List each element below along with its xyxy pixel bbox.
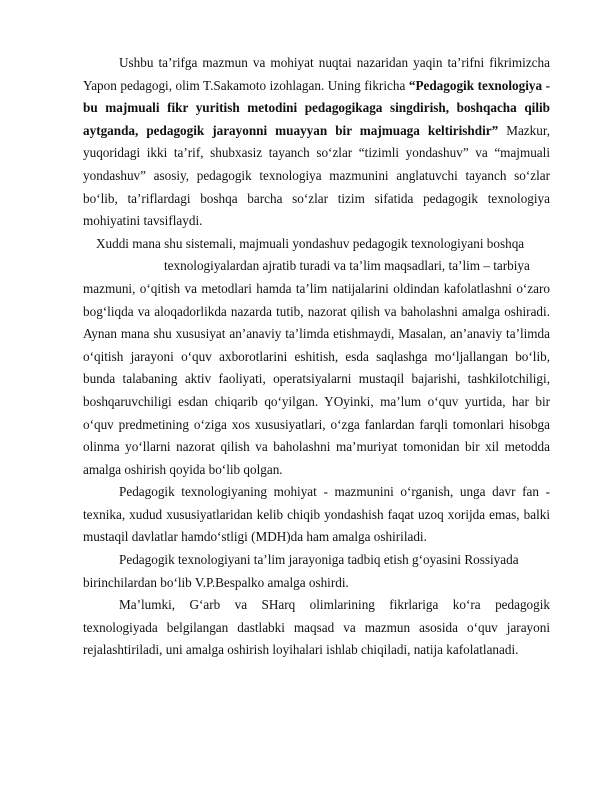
- paragraph-text: Pedagogik texnologiyaning mohiyat - mazmunini o‘rganish, unga davr fan - texnika, xudud xususiyatlaridan kelib chiqib yondashish faqat uzoq xorijda emas, balki mustaqil davlatlar hamdo‘stligi (MDH)da ham amalga oshiriladi.: [83, 484, 550, 545]
- paragraph-text: Ma’lumki, G‘arb va SHarq olimlarining fikrlariga ko‘ra pedagogik texnologiyada belgilangan dastlabki maqsad va mazmun asosida o‘quv jarayoni rejalashtiriladi, uni amalga oshirish loyihalari ishlab chiqiladi, natija kafolatlanadi.: [83, 597, 550, 658]
- document-page: [83, 52, 550, 662]
- paragraph-text: mazmuni, o‘qitish va metodlari hamda ta’lim natijalarini oldindan kafolatlashni o‘zaro bog‘liqda va aloqadorlikda nazarda tutib, nazorat qilish va baholashni amalga oshiradi. Aynan mana shu xususiyat an’anaviy ta’limda etishmaydi, Masalan, an’anaviy ta’limda o‘qitish jarayoni o‘quv axborotlarini eshitish, esda saqlashga mo‘ljallangan bo‘lib, bunda talabaning aktiv faoliyati, operatsiyalarni mustaqil bajarishi, tashkilotchiligi, boshqaruvchiligi esdan chiqarib qo‘yilgan. YOyinki, ma’lum o‘quv yurtida, har bir o‘quv predmetining o‘ziga xos xususiyatlari, o‘zga fanlardan farqli tomonlari hisobga olinma yo‘llarni nazorat qilish va baholashni ma’muriyat tomonidan bir xil metodda amalga oshirish qoyida bo‘lib qolgan.: [83, 280, 550, 477]
- paragraph-bespalko-line1: [83, 549, 550, 572]
- paragraph-systematic-approach-body: [83, 278, 550, 481]
- paragraph-essence-study: [83, 481, 550, 549]
- paragraph-bespalko-line2: [83, 572, 550, 595]
- paragraph-text: Mazkur, yuqoridagi ikki ta’rif, shubxasiz tayanch so‘zlar “tizimli yondashuv” va “majmuali yondashuv” asosiy, pedagogik texnologiya mazmunini anglatuvchi tayanch so‘zlar bo‘lib, ta’riflardagi boshqa barcha so‘zlar tizim sifatida pedagogik texnologiya mohiyatini tavsiflaydi.: [83, 122, 550, 229]
- paragraph-sakamoto-definition: [83, 52, 550, 233]
- quote-definition: “Pedagogik texnologiya - bu majmuali fikr yuritish metodini pedagogikaga singdirish, boshqacha qilib aytganda, pedagogik jarayonni muayyan bir majmuaga keltirishdir”: [83, 77, 550, 138]
- paragraph-text: Pedagogik texnologiyani ta’lim jarayoniga tadbiq etish g‘oyasini Rossiyada: [119, 552, 519, 568]
- paragraph-text: Ushbu ta’rifga mazmun va mohiyat nuqtai nazaridan yaqin ta’rifni fikrimizcha Yapon pedagogi, olim T.Sakamoto izohlagan. Uning fikricha: [83, 55, 550, 93]
- paragraph-text: Xuddi mana shu sistemali, majmuali yondashuv pedagogik texnologiyani boshqa: [96, 235, 525, 251]
- paragraph-text: texnologiyalardan ajratib turadi va ta’lim maqsadlari, ta’lim – tarbiya: [164, 258, 530, 274]
- paragraph-west-east-scholars: [83, 594, 550, 662]
- paragraph-systematic-approach-line2: [83, 255, 550, 278]
- paragraph-text: birinchilardan bo‘lib V.P.Bespalko amalga oshirdi.: [83, 574, 349, 590]
- paragraph-systematic-approach-line1: [83, 233, 550, 256]
